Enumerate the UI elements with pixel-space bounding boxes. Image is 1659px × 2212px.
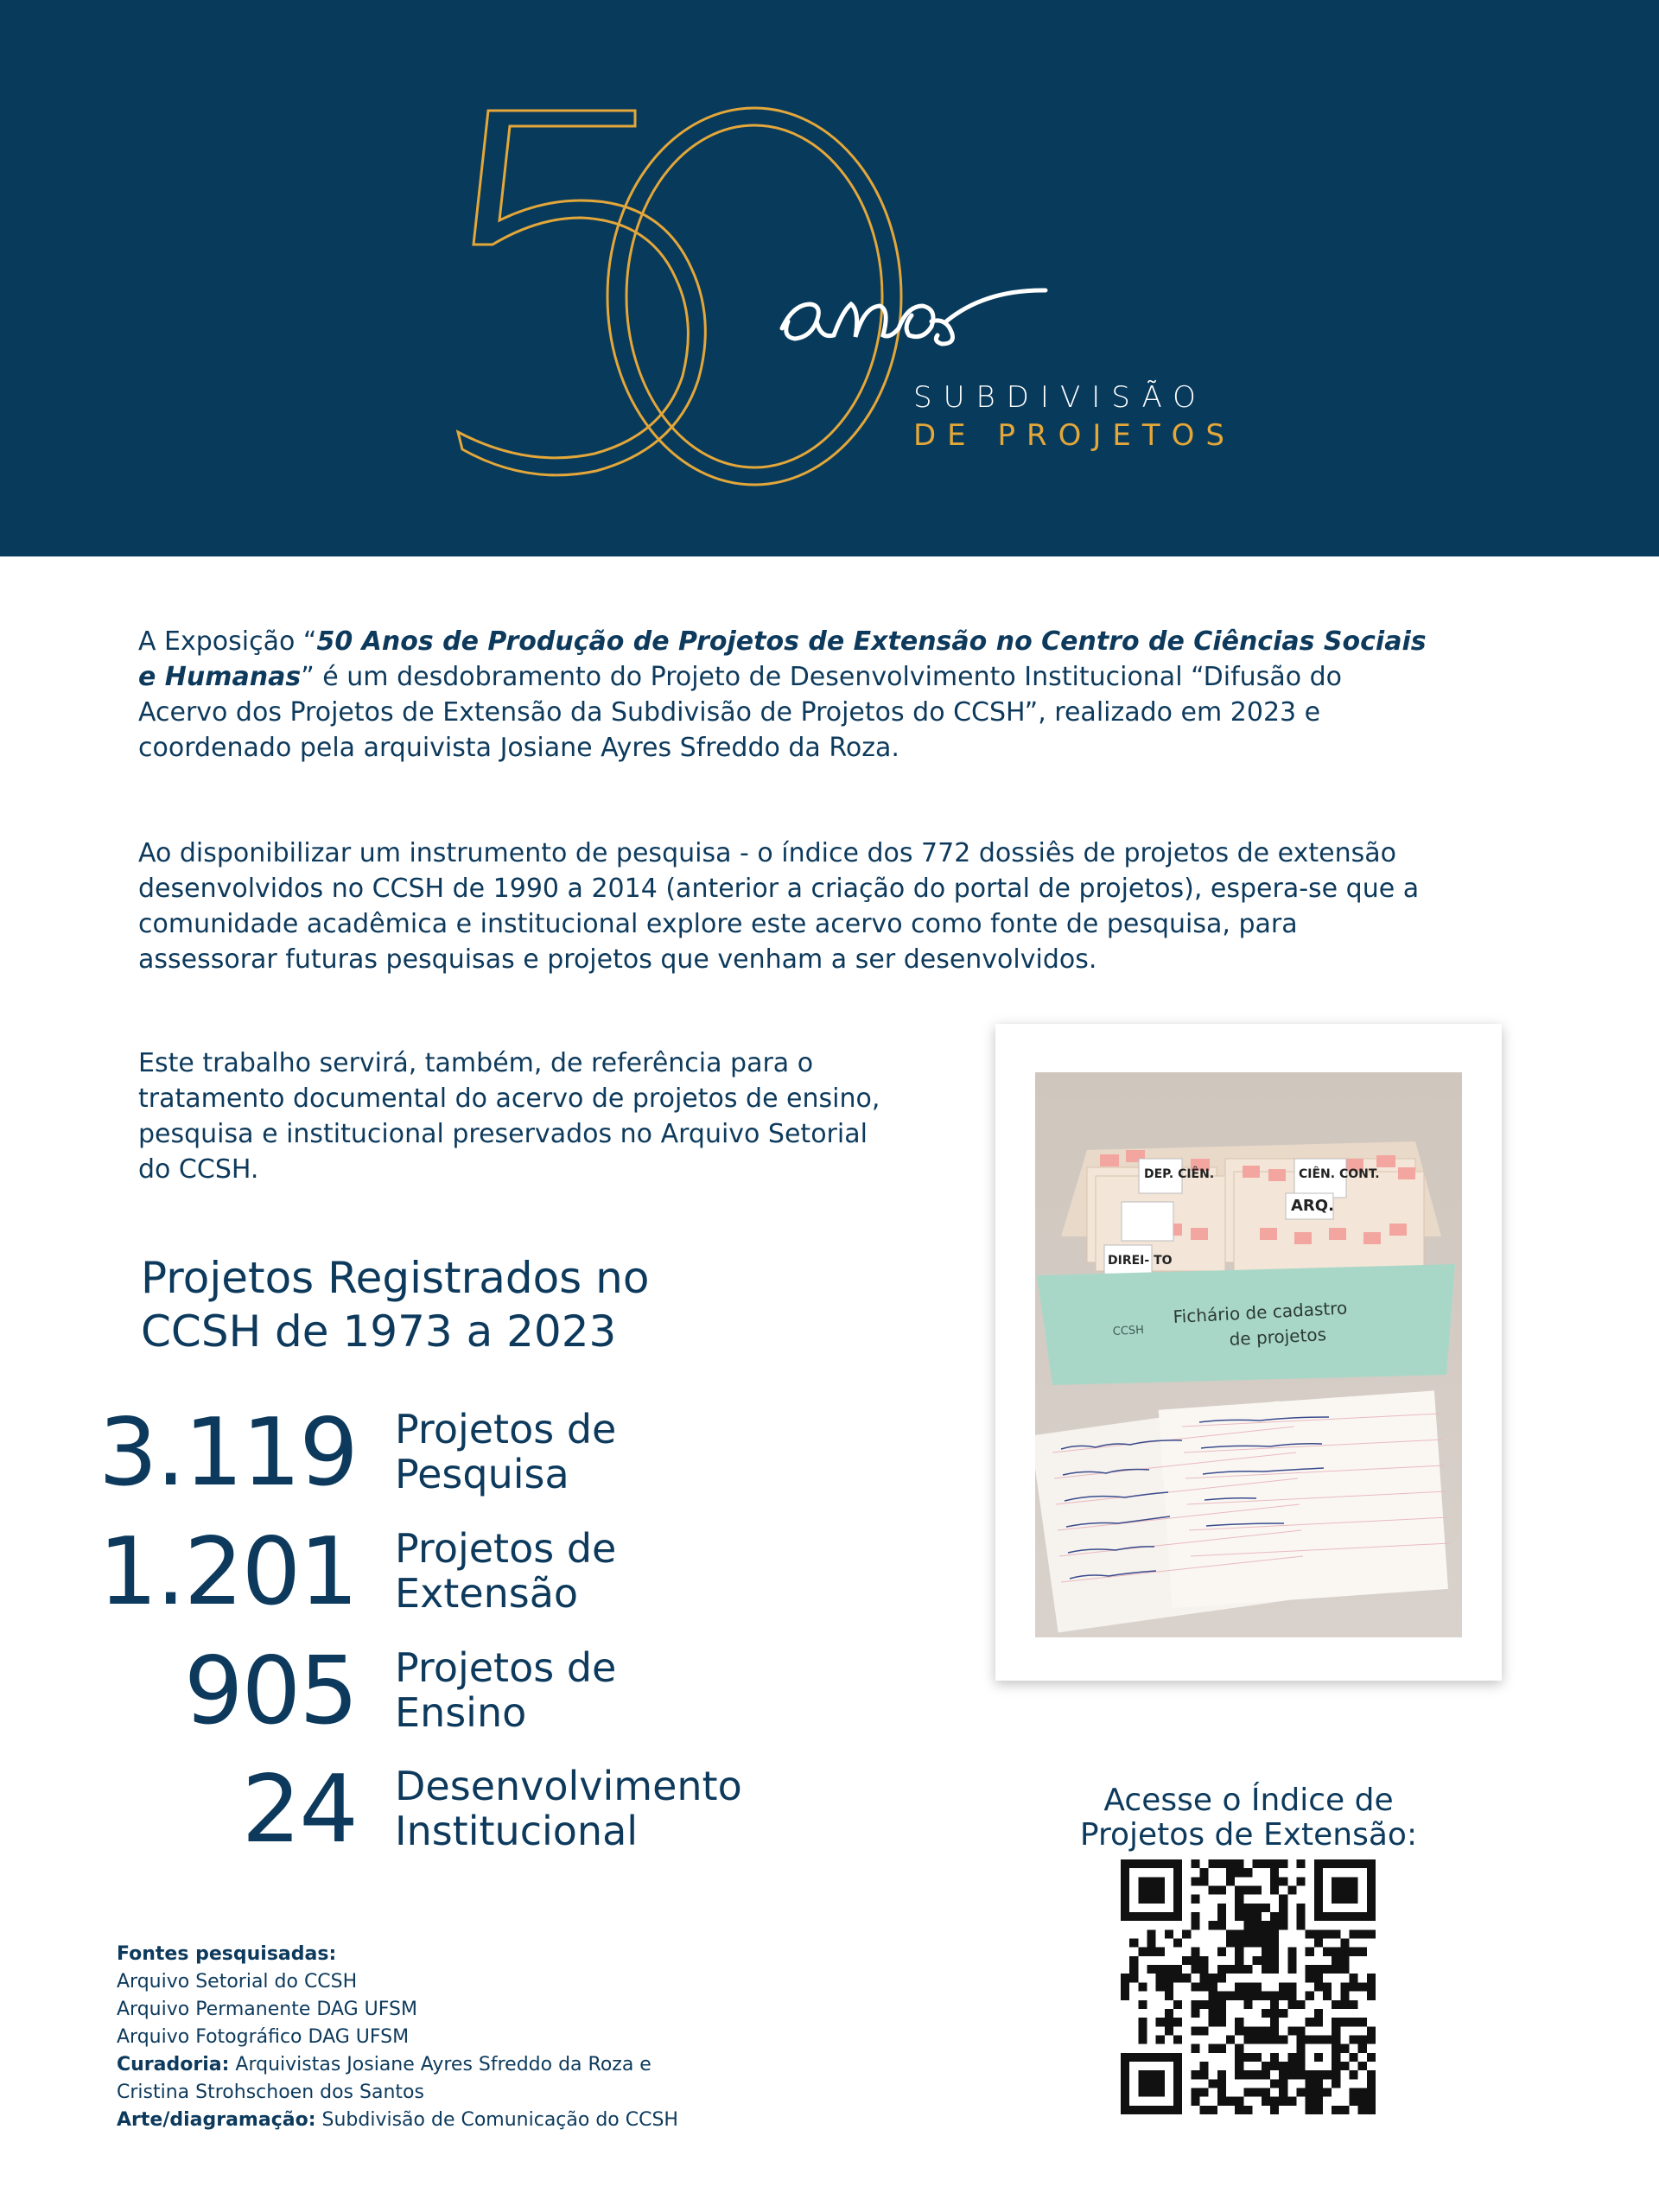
header-line2: DE PROJETOS <box>913 418 1236 453</box>
qr-caption <box>1046 1783 1452 1853</box>
stat-label-line2: Pesquisa <box>395 1451 569 1497</box>
stat-label-extensao <box>395 1526 827 1616</box>
stat-label-line2: Ensino <box>395 1689 527 1736</box>
stat-label-institucional <box>395 1764 827 1853</box>
curadoria-label: Curadoria: <box>117 2054 230 2075</box>
qr-caption-line1: Acesse o Índice de <box>1103 1783 1394 1818</box>
stats-title-line1: Projetos Registrados no <box>141 1253 650 1303</box>
intro-paragraph-3: Este trabalho servirá, também, de referência para o tratamento documental do acervo de projetos de ensino, pesquisa e institucional preservados no Arquivo Setorial do CCSH. <box>138 1048 880 1185</box>
qr-caption-line2: Projetos de Extensão: <box>1079 1817 1418 1853</box>
stat-label-line1: Desenvolvimento <box>395 1763 742 1809</box>
stat-value-ensino: 905 <box>183 1637 357 1745</box>
stat-label-line2: Extensão <box>395 1570 579 1617</box>
stat-value-institucional: 24 <box>241 1756 357 1864</box>
fonte-item: Arquivo Fotográfico DAG UFSM <box>117 2026 410 2048</box>
stat-label-line2: Institucional <box>395 1808 639 1854</box>
curadoria-line1: Arquivistas Josiane Ayres Sfreddo da Roza e <box>235 2054 652 2075</box>
script-anos <box>782 290 1046 344</box>
stat-label-line1: Projetos de <box>395 1525 617 1572</box>
stat-label-line1: Projetos de <box>395 1406 617 1452</box>
fonte-item: Arquivo Setorial do CCSH <box>117 1971 358 1993</box>
header-banner <box>0 0 1659 556</box>
p1-title: 50 Anos de Produção de Projetos de Extensão no Centro de Ciências Sociais e Humanas <box>138 626 1427 692</box>
box-label-line2: de projetos <box>1229 1324 1327 1350</box>
arte-label: Arte/diagramação: <box>117 2109 316 2131</box>
tab-label: ARQ. <box>1291 1197 1334 1215</box>
stats-title-line2: CCSH de 1973 a 2023 <box>141 1306 617 1357</box>
stat-value-pesquisa: 3.119 <box>98 1399 357 1507</box>
stat-label-line1: Projetos de <box>395 1644 617 1691</box>
card-file-illustration <box>1035 1072 1462 1637</box>
stat-label-pesquisa <box>395 1407 827 1497</box>
tab-label: CIÊN. CONT. <box>1299 1167 1380 1181</box>
qr-code-icon[interactable] <box>1121 1859 1376 2114</box>
photo-frame <box>995 1024 1502 1681</box>
arte-value: Subdivisão de Comunicação do CCSH <box>321 2109 678 2131</box>
p1-prefix: A Exposição “ <box>138 626 317 657</box>
curadoria-line2: Cristina Strohschoen dos Santos <box>117 2082 424 2103</box>
tab-label: DEP. CIÊN. <box>1144 1167 1215 1181</box>
stat-value-extensao: 1.201 <box>98 1518 357 1626</box>
card-file-photo <box>1035 1072 1462 1637</box>
box-logo: CCSH <box>1112 1324 1145 1338</box>
stats-title <box>141 1251 832 1358</box>
tab-label: DIREI- TO <box>1108 1254 1173 1268</box>
intro-paragraph-1 <box>138 624 1434 766</box>
intro-paragraph-2: Ao disponibilizar um instrumento de pesquisa - o índice dos 772 dossiês de projetos de extensão desenvolvidos no CCSH de 1990 a 2014 (anterior a criação do portal de projetos), espera-se que a comunidade acadêmica e institucional explore este acervo como fonte de pesquisa, para assessorar futuras pesquisas e projetos que venham a ser desenvolvidos. <box>138 838 1420 975</box>
credits <box>117 1941 678 2134</box>
big-number-50 <box>458 108 901 485</box>
stat-label-ensino <box>395 1645 827 1735</box>
header-line1: SUBDIVISÃO <box>913 380 1207 415</box>
fontes-label: Fontes pesquisadas: <box>117 1943 337 1965</box>
anniversary-logo <box>0 0 1659 556</box>
box-label-line1: Fichário de cadastro <box>1173 1297 1348 1327</box>
fonte-item: Arquivo Permanente DAG UFSM <box>117 1999 417 2020</box>
p1-suffix: ” é um desdobramento do Projeto de Desenvolvimento Institucional “Difusão do Acervo dos Projetos de Extensão da Subdivisão de Projetos do CCSH”, realizado em 2023 e coordenado pela arquivista Josiane Ayres Sfreddo da Roza. <box>138 662 1342 763</box>
